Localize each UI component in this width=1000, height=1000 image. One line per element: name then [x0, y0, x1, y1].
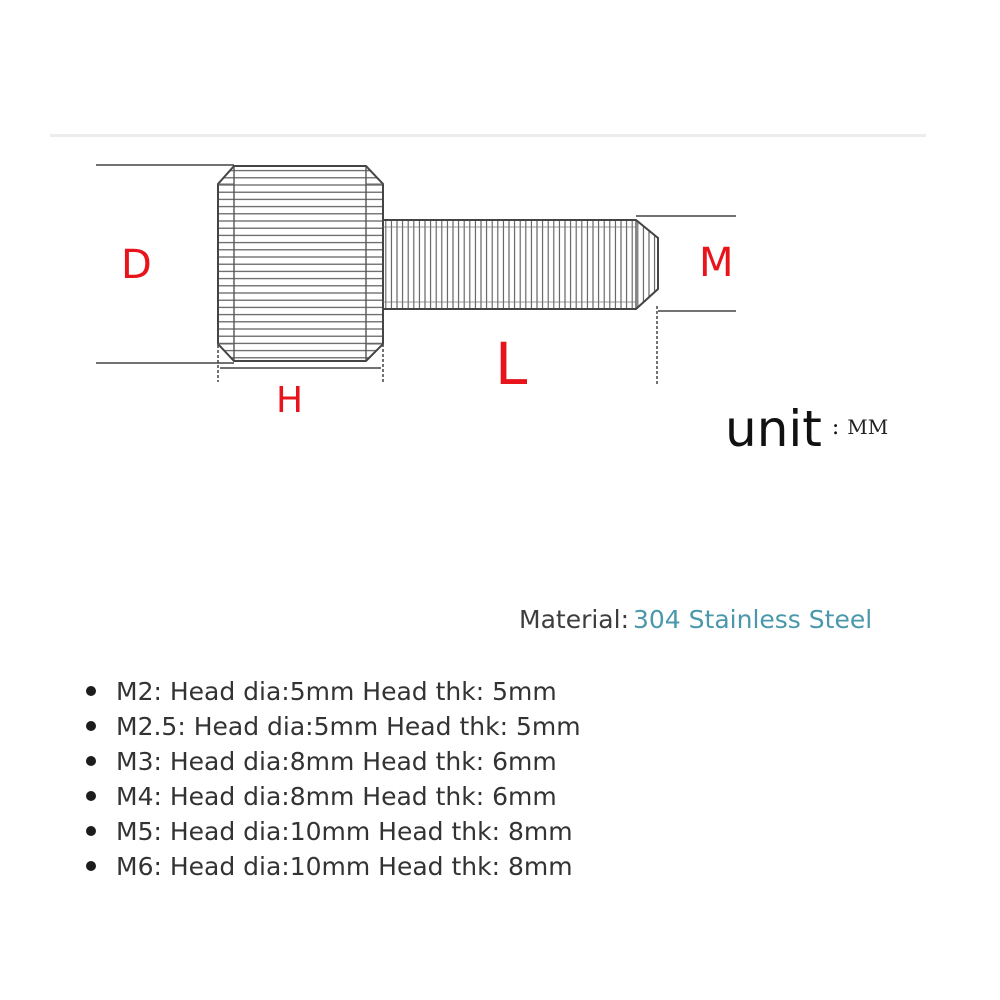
spec-text: M2.5: Head dia:5mm Head thk: 5mm: [116, 712, 581, 741]
bullet: [86, 756, 96, 766]
head-height-label: H: [276, 380, 304, 421]
spec-text: M3: Head dia:8mm Head thk: 6mm: [116, 747, 557, 776]
spec-item: [82, 814, 581, 849]
thread-size-label: M: [699, 240, 734, 286]
spec-item: [82, 674, 581, 709]
spec-list: [82, 674, 581, 884]
d-extension-lines: [96, 165, 234, 363]
spec-text: M5: Head dia:10mm Head thk: 8mm: [116, 817, 573, 846]
spec-item: [82, 744, 581, 779]
screw-shank: [383, 220, 658, 309]
screw-head: [218, 166, 383, 361]
length-label: L: [495, 330, 528, 398]
bullet: [86, 686, 96, 696]
spec-item: [82, 849, 581, 884]
material-line: [519, 605, 872, 634]
spec-text: M4: Head dia:8mm Head thk: 6mm: [116, 782, 557, 811]
spec-text: M6: Head dia:10mm Head thk: 8mm: [116, 852, 573, 881]
unit-word: unit: [725, 400, 822, 458]
bullet: [86, 721, 96, 731]
spec-text: M2: Head dia:5mm Head thk: 5mm: [116, 677, 557, 706]
unit-note: [725, 400, 888, 458]
spec-item: [82, 779, 581, 814]
bullet: [86, 861, 96, 871]
spec-item: [82, 709, 581, 744]
diameter-label: D: [121, 242, 152, 288]
material-label: Material:: [519, 605, 629, 634]
bullet: [86, 826, 96, 836]
unit-value: MM: [847, 415, 889, 439]
unit-separator: :: [831, 415, 840, 440]
material-value: 304 Stainless Steel: [633, 605, 873, 634]
bullet: [86, 791, 96, 801]
